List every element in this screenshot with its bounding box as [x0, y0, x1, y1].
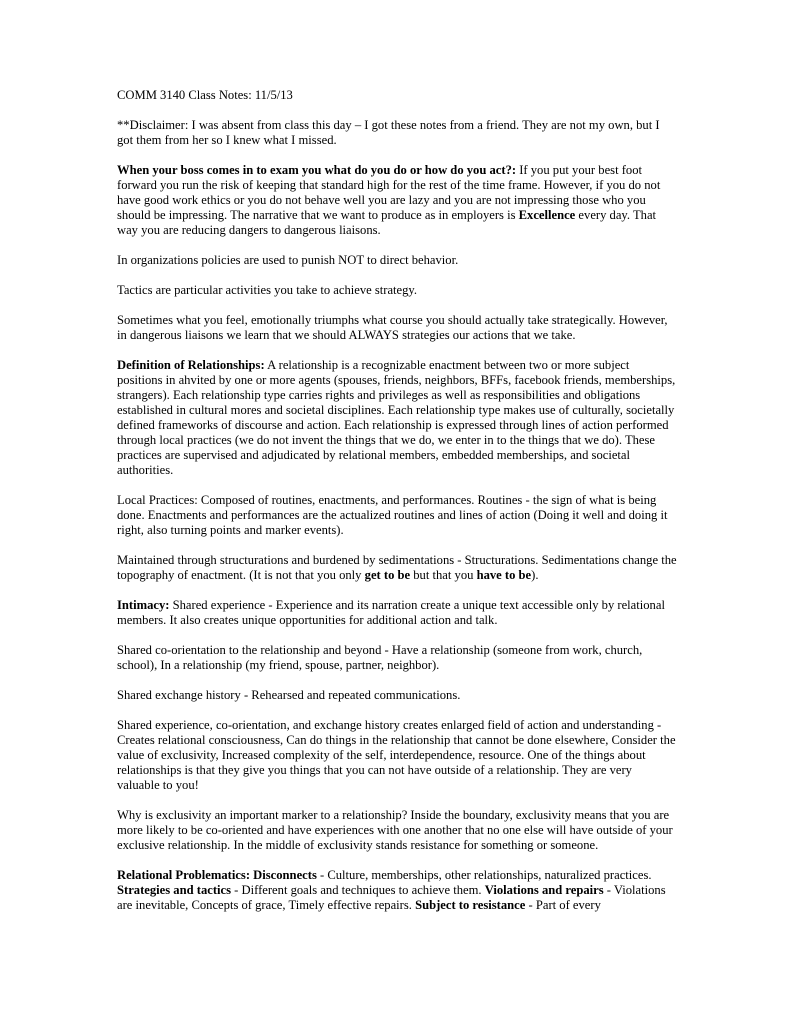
violations-repairs-text: - Violations are inevitable, Concepts of grace, Timely effective repairs.: [117, 883, 666, 912]
structurations-text-b: but that you: [410, 568, 477, 582]
subject-to-resistance-text: - Part of every: [525, 898, 601, 912]
exclusivity-paragraph: Why is exclusivity an important marker to a relationship? Inside the boundary, exclusivity means that you are more likely to be co-oriented and have experiences with one another that no one else will have outside of your exclusive relationship. In the middle of exclusivity stands resistance for something or someone.: [117, 808, 673, 852]
relational-problematics-paragraph: [117, 868, 677, 913]
relationships-definition-paragraph: [117, 358, 677, 478]
have-to-be-term: have to be: [476, 568, 532, 582]
intimacy-paragraph: [117, 598, 677, 628]
violations-repairs-heading: Violations and repairs: [484, 883, 604, 897]
intimacy-heading: Intimacy:: [117, 598, 170, 612]
excellence-term: Excellence: [518, 208, 576, 222]
local-practices-paragraph: Local Practices: Composed of routines, enactments, and performances. Routines - the sign of what is being done. Enactments and performances are the actualized routines and lines of action (Doing it well and doing it right, also turning points and marker events).: [117, 493, 668, 537]
strategies-tactics-heading: Strategies and tactics: [117, 883, 232, 897]
structurations-text-c: ).: [531, 568, 539, 582]
subject-to-resistance-heading: Subject to resistance: [415, 898, 526, 912]
get-to-be-term: get to be: [364, 568, 411, 582]
document-title: COMM 3140 Class Notes: 11/5/13: [117, 88, 293, 102]
document-page: [117, 88, 677, 928]
disclaimer-paragraph: **Disclaimer: I was absent from class this day – I got these notes from a friend. They are not my own, but I got them from her so I knew what I missed.: [117, 118, 660, 147]
structurations-paragraph: [117, 553, 677, 583]
disconnects-heading: Relational Problematics: Disconnects: [117, 868, 317, 882]
emotions-paragraph: Sometimes what you feel, emotionally triumphs what course you should actually take strategically. However, in dangerous liaisons we learn that we should ALWAYS strategies our actions that we take.: [117, 313, 668, 342]
enlarged-field-paragraph: Shared experience, co-orientation, and exchange history creates enlarged field of action and understanding - Creates relational consciousness, Can do things in the relationship that cannot be done elsewhere, Consider the value of exclusivity, Increased complexity of the self, interdependence, resource. One of the things about relationships is that they give you things that you can not have outside of a relationship. They are very valuable to you!: [117, 718, 676, 792]
policies-paragraph: In organizations policies are used to punish NOT to direct behavior.: [117, 253, 459, 267]
boss-text-b: every day. That way you are reducing dangers to dangerous liaisons.: [117, 208, 657, 237]
intimacy-text: Shared experience - Experience and its narration create a unique text accessible only by relational members. It also creates unique opportunities for additional action and talk.: [117, 598, 665, 627]
relationships-definition-heading: Definition of Relationships:: [117, 358, 265, 372]
boss-paragraph: [117, 163, 677, 238]
boss-text-a: If you put your best foot forward you run the risk of keeping that standard high for the rest of the time frame. However, if you do not have good work ethics or you do not behave well you are lazy and you are not impressing those who you should be impressing. The narrative that we want to produce as in employers is: [117, 163, 661, 222]
disconnects-text: - Culture, memberships, other relationships, naturalized practices.: [316, 868, 652, 882]
boss-question-heading: When your boss comes in to exam you what do you do or how do you act?:: [117, 163, 517, 177]
co-orientation-paragraph: Shared co-orientation to the relationship and beyond - Have a relationship (someone from work, church, school), In a relationship (my friend, spouse, partner, neighbor).: [117, 643, 643, 672]
strategies-tactics-text: - Different goals and techniques to achieve them.: [231, 883, 485, 897]
exchange-history-paragraph: Shared exchange history - Rehearsed and repeated communications.: [117, 688, 461, 702]
tactics-paragraph: Tactics are particular activities you take to achieve strategy.: [117, 283, 418, 297]
structurations-text-a: Maintained through structurations and burdened by sedimentations - Structurations. Sedimentations change the topography of enactment. (It is not that you only: [117, 553, 677, 582]
relationships-definition-text: A relationship is a recognizable enactment between two or more subject positions in ahvited by one or more agents (spouses, friends, neighbors, BFFs, facebook friends, memberships, strangers). Each relationship type carries rights and privileges as well as responsibilities and obligations established in cultural mores and societal disciplines. Each relationship type makes use of culturally, societally defined frameworks of discourse and action. Each relationship is expressed through lines of action performed through local practices (we do not invent the things that we do, we enter in to the things that we do). These practices are supervised and adjudicated by relational members, embedded memberships, and societal authorities.: [117, 358, 676, 477]
